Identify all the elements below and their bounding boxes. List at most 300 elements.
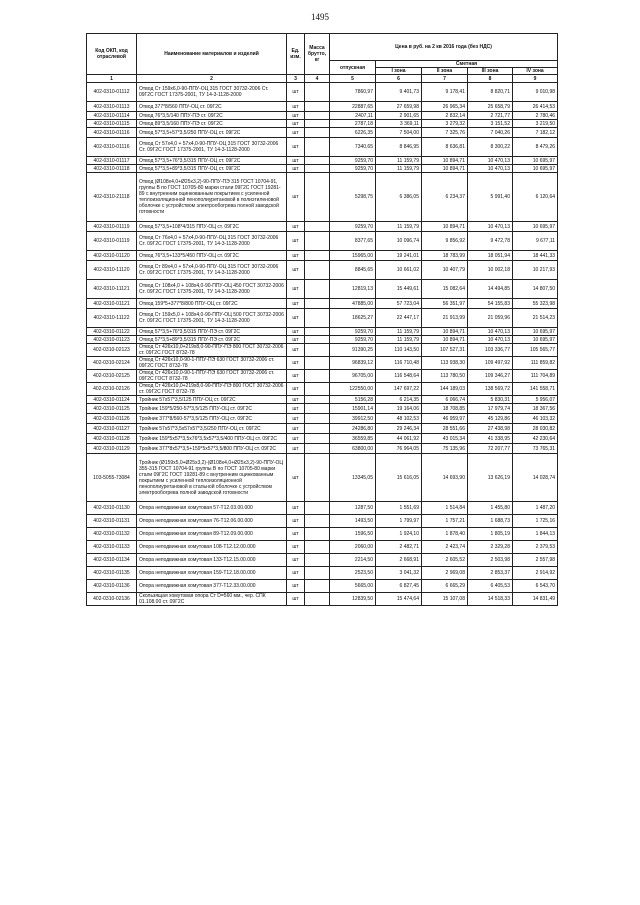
- cell-zone4-price: 73 765,31: [513, 444, 558, 454]
- cell-unit: шт: [287, 424, 305, 434]
- cell-zone4-price: 6 543,70: [513, 580, 558, 593]
- cell-zone3-price: 10 002,18: [468, 261, 513, 280]
- cell-zone3-price: 2 853,37: [468, 567, 513, 580]
- cell-unit: шт: [287, 112, 305, 120]
- cell-zone1-price: 1 551,69: [376, 502, 422, 515]
- cell-mass: [305, 173, 330, 222]
- cell-code: 402-0310-02123: [87, 344, 137, 357]
- cell-name: Отвод Ст 426х10,0-90-1-ППУ-ПЭ 630 ГОСТ 30732-2006 ст. 09Г2С ГОСТ 8732-78: [137, 357, 287, 370]
- cell-code: 402-0310-11120: [87, 261, 137, 280]
- cell-zone4-price: 5 956,07: [513, 396, 558, 404]
- cell-code: 402-0310-01126: [87, 414, 137, 424]
- cell-code: 402-0310-01129: [87, 444, 137, 454]
- cell-release-price: 2407,11: [330, 112, 376, 120]
- cell-zone1-price: 15 616,05: [376, 454, 422, 502]
- cell-unit: шт: [287, 336, 305, 344]
- cell-zone1-price: 3 041,32: [376, 567, 422, 580]
- cell-zone1-price: 29 246,34: [376, 424, 422, 434]
- cell-mass: [305, 328, 330, 336]
- cell-name: Опора неподвижная хомутовая 57-Т12.03.00.000: [137, 502, 287, 515]
- cell-name: Отвод 76*3,5/140 ППУ-ПЭ ст. 09Г2С: [137, 112, 287, 120]
- table-row: [87, 261, 558, 280]
- table-row: [87, 593, 558, 606]
- cell-release-price: 9259,70: [330, 222, 376, 232]
- cell-release-price: 5298,75: [330, 173, 376, 222]
- table-row: [87, 554, 558, 567]
- table-row: [87, 344, 558, 357]
- cell-mass: [305, 128, 330, 138]
- cell-mass: [305, 404, 330, 414]
- cell-zone3-price: 2 503,98: [468, 554, 513, 567]
- cell-mass: [305, 370, 330, 383]
- table-row: [87, 222, 558, 232]
- cell-zone3-price: 1 688,73: [468, 515, 513, 528]
- cell-zone3-price: 2 329,28: [468, 541, 513, 554]
- cell-zone1-price: 44 061,92: [376, 434, 422, 444]
- cell-zone3-price: 10 470,13: [468, 165, 513, 173]
- cell-name: Тройник 57х57*3,5/125 ППУ-ОЦ ст. 09Г2С: [137, 396, 287, 404]
- cell-name: Тройник 159*5х57*3,5х76*3,5х57*3,5/400 ППУ-ОЦ ст. 09Г2С: [137, 434, 287, 444]
- cell-release-price: 18625,27: [330, 309, 376, 328]
- cell-name: Скользящая хомутовая опора Ст D=560 мм., чер. СПК 01.108.00 ст. 09Г2С: [137, 593, 287, 606]
- cell-name: Опора неподвижная хомутовая 76-Т12.06.00.000: [137, 515, 287, 528]
- cell-zone2-price: 15 082,64: [422, 280, 468, 299]
- cell-code: 402-0310-01122: [87, 328, 137, 336]
- cell-name: Отвод Ст 159х6,0-90-ППУ-ОЦ 315 ГОСТ 30732-2006 Ст. 09Г2С ГОСТ 17375-2001, ТУ 14-3-1128-2000: [137, 83, 287, 102]
- cell-zone1-price: 8 846,95: [376, 138, 422, 157]
- cell-zone4-price: 7 182,12: [513, 128, 558, 138]
- cell-zone1-price: 3 369,11: [376, 120, 422, 128]
- cell-zone1-price: 11 159,79: [376, 336, 422, 344]
- cell-zone3-price: 54 155,83: [468, 299, 513, 309]
- cell-zone4-price: 46 103,32: [513, 414, 558, 424]
- cell-zone1-price: 15 474,64: [376, 593, 422, 606]
- cell-release-price: 1493,50: [330, 515, 376, 528]
- column-number: 9: [513, 75, 558, 83]
- cell-zone3-price: 14 494,85: [468, 280, 513, 299]
- cell-code: 402-0310-02136: [87, 593, 137, 606]
- cell-zone2-price: 6 234,37: [422, 173, 468, 222]
- cell-zone2-price: 2 832,14: [422, 112, 468, 120]
- cell-unit: шт: [287, 165, 305, 173]
- cell-name: Опора неподвижная хомутовая 159-Т12.18.00.000: [137, 567, 287, 580]
- cell-name: Отвод Ст 426х10,0-90-1-ППУ-ПЭ 630 ГОСТ 30732-2006 ст. 09Г2С ГОСТ 8732-78: [137, 370, 287, 383]
- cell-mass: [305, 554, 330, 567]
- cell-zone3-price: 72 207,77: [468, 444, 513, 454]
- cell-mass: [305, 567, 330, 580]
- cell-zone3-price: 10 470,13: [468, 157, 513, 165]
- table-row: [87, 424, 558, 434]
- cell-mass: [305, 454, 330, 502]
- cell-zone1-price: 11 159,79: [376, 222, 422, 232]
- cell-release-price: 24286,80: [330, 424, 376, 434]
- cell-zone1-price: 2 482,71: [376, 541, 422, 554]
- cell-zone2-price: 7 325,76: [422, 128, 468, 138]
- table-row: [87, 328, 558, 336]
- cell-name: Отвод Ст 426х10,0+219х8,0-90-ППУ-ПЭ 800 ГОСТ 30732-2006 ст. 09Г2С ГОСТ 8732-78: [137, 383, 287, 396]
- cell-zone4-price: 55 323,98: [513, 299, 558, 309]
- cell-zone2-price: 1 757,21: [422, 515, 468, 528]
- cell-zone1-price: 9 401,73: [376, 83, 422, 102]
- cell-unit: шт: [287, 528, 305, 541]
- cell-zone4-price: 9 010,98: [513, 83, 558, 102]
- cell-unit: шт: [287, 444, 305, 454]
- cell-release-price: 12839,50: [330, 593, 376, 606]
- cell-code: 402-0310-01127: [87, 424, 137, 434]
- table-row: [87, 83, 558, 102]
- table-row: [87, 396, 558, 404]
- cell-mass: [305, 280, 330, 299]
- cell-zone3-price: 6 405,53: [468, 580, 513, 593]
- cell-zone4-price: 26 414,53: [513, 102, 558, 112]
- column-number: 7: [422, 75, 468, 83]
- header-zone1: I зона: [376, 68, 422, 75]
- cell-zone4-price: 18 441,33: [513, 251, 558, 261]
- cell-unit: шт: [287, 222, 305, 232]
- cell-name: Тройник 377*8/560-57*3,5/125 ППУ-ОЦ ст. 09Г2С: [137, 414, 287, 424]
- cell-zone4-price: 2 780,46: [513, 112, 558, 120]
- cell-unit: шт: [287, 251, 305, 261]
- cell-zone3-price: 10 470,13: [468, 222, 513, 232]
- cell-release-price: 7860,97: [330, 83, 376, 102]
- cell-mass: [305, 232, 330, 251]
- cell-zone3-price: 45 129,86: [468, 414, 513, 424]
- cell-unit: шт: [287, 593, 305, 606]
- cell-unit: шт: [287, 261, 305, 280]
- cell-release-price: 36559,85: [330, 434, 376, 444]
- cell-zone2-price: 10 894,71: [422, 328, 468, 336]
- cell-zone2-price: 75 135,96: [422, 444, 468, 454]
- cell-zone4-price: 105 565,77: [513, 344, 558, 357]
- cell-release-price: 9259,70: [330, 328, 376, 336]
- cell-zone4-price: 28 030,82: [513, 424, 558, 434]
- cell-release-price: 13345,05: [330, 454, 376, 502]
- cell-release-price: 96839,12: [330, 357, 376, 370]
- cell-unit: шт: [287, 454, 305, 502]
- cell-zone3-price: 41 338,95: [468, 434, 513, 444]
- cell-unit: шт: [287, 370, 305, 383]
- table-row: [87, 120, 558, 128]
- cell-zone1-price: 22 447,17: [376, 309, 422, 328]
- cell-zone1-price: 11 159,79: [376, 328, 422, 336]
- cell-zone2-price: 1 878,40: [422, 528, 468, 541]
- cell-unit: шт: [287, 554, 305, 567]
- cell-unit: шт: [287, 541, 305, 554]
- cell-zone4-price: 14 807,50: [513, 280, 558, 299]
- cell-mass: [305, 251, 330, 261]
- cell-zone4-price: 6 120,64: [513, 173, 558, 222]
- cell-code: 402-0310-02125: [87, 370, 137, 383]
- cell-code: 402-0310-02124: [87, 357, 137, 370]
- cell-zone4-price: 10 695,97: [513, 157, 558, 165]
- cell-release-price: 2523,50: [330, 567, 376, 580]
- column-number: 6: [376, 75, 422, 83]
- cell-zone3-price: 109 346,27: [468, 370, 513, 383]
- cell-zone4-price: 2 914,92: [513, 567, 558, 580]
- cell-zone2-price: 56 351,97: [422, 299, 468, 309]
- cell-unit: шт: [287, 567, 305, 580]
- cell-zone4-price: 10 695,97: [513, 165, 558, 173]
- cell-mass: [305, 157, 330, 165]
- cell-unit: шт: [287, 357, 305, 370]
- cell-unit: шт: [287, 502, 305, 515]
- cell-code: 402-0310-01121: [87, 299, 137, 309]
- cell-code: 402-0310-11121: [87, 280, 137, 299]
- cell-zone2-price: 113 938,30: [422, 357, 468, 370]
- column-numbers-row: [87, 75, 558, 83]
- cell-zone2-price: 26 965,34: [422, 102, 468, 112]
- cell-mass: [305, 515, 330, 528]
- cell-mass: [305, 309, 330, 328]
- cell-mass: [305, 502, 330, 515]
- table-row: [87, 434, 558, 444]
- cell-mass: [305, 424, 330, 434]
- cell-mass: [305, 261, 330, 280]
- table-row: [87, 515, 558, 528]
- cell-zone2-price: 8 636,81: [422, 138, 468, 157]
- cell-code: 402-0310-01120: [87, 251, 137, 261]
- cell-zone3-price: 3 151,52: [468, 120, 513, 128]
- cell-release-price: 15965,00: [330, 251, 376, 261]
- cell-mass: [305, 138, 330, 157]
- cell-code: 402-0310-01114: [87, 112, 137, 120]
- cell-zone2-price: 15 107,08: [422, 593, 468, 606]
- cell-zone4-price: 10 217,93: [513, 261, 558, 280]
- column-number: 4: [305, 75, 330, 83]
- cell-code: 402-0310-01115: [87, 120, 137, 128]
- cell-zone3-price: 8 300,22: [468, 138, 513, 157]
- cell-mass: [305, 344, 330, 357]
- cell-zone3-price: 13 626,19: [468, 454, 513, 502]
- cell-unit: шт: [287, 383, 305, 396]
- cell-mass: [305, 165, 330, 173]
- cell-zone3-price: 138 569,72: [468, 383, 513, 396]
- table-row: [87, 502, 558, 515]
- cell-mass: [305, 434, 330, 444]
- cell-zone2-price: 10 894,71: [422, 336, 468, 344]
- header-zone3: III зона: [468, 68, 513, 75]
- cell-unit: шт: [287, 173, 305, 222]
- header-mass: Масса брутто, кг: [305, 34, 330, 75]
- cell-zone4-price: 42 230,64: [513, 434, 558, 444]
- cell-zone2-price: 1 514,84: [422, 502, 468, 515]
- table-row: [87, 165, 558, 173]
- table-row: [87, 112, 558, 120]
- cell-name: Отвод 57*3,5+57*3,5/250 ППУ-ОЦ ст. 09Г2С: [137, 128, 287, 138]
- cell-unit: шт: [287, 434, 305, 444]
- cell-zone2-price: 3 279,32: [422, 120, 468, 128]
- cell-mass: [305, 112, 330, 120]
- cell-zone1-price: 19 164,06: [376, 404, 422, 414]
- cell-zone2-price: 107 527,31: [422, 344, 468, 357]
- cell-name: Отвод Ст 57х4,0 + 57х4,0-90-ППУ-ОЦ 315 ГОСТ 30732-2006 Ст. 09Г2С ГОСТ 17375-2001, ТУ 14-3-1128-2000: [137, 138, 287, 157]
- cell-mass: [305, 580, 330, 593]
- header-name: Наименование материалов и изделий: [137, 34, 287, 75]
- cell-zone2-price: 113 780,50: [422, 370, 468, 383]
- cell-release-price: 47885,00: [330, 299, 376, 309]
- cell-unit: шт: [287, 102, 305, 112]
- cell-unit: шт: [287, 414, 305, 424]
- cell-name: Отвод 57*3,5+76*3,5/315 ППУ-ПЭ ст. 09Г2С: [137, 328, 287, 336]
- cell-zone3-price: 7 040,26: [468, 128, 513, 138]
- cell-name: Отвод (Ø108х4,0+Ø25х3,2)-90-ППУ-ПЭ 315 ГОСТ 10704-91, группы В по ГОСТ 10705-80 марки стали 09Г2С ГОСТ 19281-89 с внутренним оцинкованным покрытием с усиленной теплоизоляционной пенополиуретановой в полиэтиленовой оболочке с устройством электрообогрева полной заводской готовности: [137, 173, 287, 222]
- cell-zone1-price: 2 901,65: [376, 112, 422, 120]
- cell-name: Отвод 377*8/560 ППУ-ОЦ ст. 09Г2С: [137, 102, 287, 112]
- cell-zone4-price: 111 859,82: [513, 357, 558, 370]
- cell-code: 402-0310-01117: [87, 157, 137, 165]
- cell-zone3-price: 2 721,77: [468, 112, 513, 120]
- cell-zone2-price: 10 407,79: [422, 261, 468, 280]
- cell-name: Отвод 57*3,5+89*3,5/315 ППУ-ОЦ ст. 09Г2С: [137, 165, 287, 173]
- cell-zone2-price: 9 856,92: [422, 232, 468, 251]
- cell-zone3-price: 10 470,13: [468, 328, 513, 336]
- cell-code: 402-0310-01132: [87, 528, 137, 541]
- cell-zone1-price: 27 659,98: [376, 102, 422, 112]
- cell-code: 103-5055-73084: [87, 454, 137, 502]
- cell-name: Отвод Ст 89х4,0 + 57х4,0-90-ППУ-ОЦ 315 ГОСТ 30732-2006 Ст. 09Г2С ГОСТ 17375-2001, ТУ 14-3-1128-2000: [137, 261, 287, 280]
- cell-release-price: 9259,70: [330, 336, 376, 344]
- cell-zone3-price: 27 438,98: [468, 424, 513, 434]
- cell-unit: шт: [287, 344, 305, 357]
- cell-mass: [305, 593, 330, 606]
- cell-mass: [305, 357, 330, 370]
- cell-zone4-price: 18 367,56: [513, 404, 558, 414]
- cell-name: Опора неподвижная хомутовая 377-Т12.33.00.000: [137, 580, 287, 593]
- cell-unit: шт: [287, 120, 305, 128]
- cell-unit: шт: [287, 157, 305, 165]
- cell-zone4-price: 10 695,97: [513, 336, 558, 344]
- page-number: 1495: [311, 12, 329, 22]
- cell-name: Отвод Ст 76х4,0 + 57х4,0-90-ППУ-ОЦ 315 ГОСТ 30732-2006 Ст. 09Г2С ГОСТ 17375-2001, ТУ 14-3-1128-2000: [137, 232, 287, 251]
- cell-zone1-price: 57 723,04: [376, 299, 422, 309]
- cell-zone4-price: 10 695,97: [513, 328, 558, 336]
- cell-zone2-price: 10 894,71: [422, 157, 468, 165]
- cell-name: Опора неподвижная хомутовая 108-Т12.12.00.000: [137, 541, 287, 554]
- cell-zone3-price: 17 979,74: [468, 404, 513, 414]
- price-table: [86, 33, 558, 606]
- cell-name: Тройник 159*5/250-57*3,5/125 ППУ-ОЦ ст. 09Г2С: [137, 404, 287, 414]
- cell-unit: шт: [287, 83, 305, 102]
- cell-zone2-price: 14 693,90: [422, 454, 468, 502]
- table-row: [87, 128, 558, 138]
- cell-mass: [305, 396, 330, 404]
- cell-mass: [305, 414, 330, 424]
- cell-name: Отвод Ст 426х10,0+219х8,0-90-ППУ-ПЭ 800 ГОСТ 30732-2006 ст. 09Г2С ГОСТ 8732-78: [137, 344, 287, 357]
- column-number: 1: [87, 75, 137, 83]
- header-release: отпускная: [330, 61, 376, 75]
- cell-release-price: 8377,65: [330, 232, 376, 251]
- cell-code: 402-0310-01131: [87, 515, 137, 528]
- cell-zone4-price: 21 514,23: [513, 309, 558, 328]
- cell-release-price: 1287,50: [330, 502, 376, 515]
- cell-release-price: 15901,14: [330, 404, 376, 414]
- table-row: [87, 414, 558, 424]
- cell-zone4-price: 9 677,11: [513, 232, 558, 251]
- cell-zone1-price: 7 504,00: [376, 128, 422, 138]
- header-estimate: Сметная: [376, 61, 558, 68]
- table-row: [87, 173, 558, 222]
- cell-name: Отвод 57*3,5+76*3,5/315 ППУ-ОЦ ст. 09Г2С: [137, 157, 287, 165]
- cell-mass: [305, 222, 330, 232]
- cell-release-price: 5156,28: [330, 396, 376, 404]
- cell-name: Тройник 57х57*3,5х57х57*3,5/250 ППУ-ОЦ ст. 09Г2С: [137, 424, 287, 434]
- cell-zone2-price: 10 894,71: [422, 222, 468, 232]
- header-price-group: Цена в руб. на 2 кв 2016 года (без НДС): [330, 34, 558, 61]
- cell-release-price: 22887,65: [330, 102, 376, 112]
- table-row: [87, 567, 558, 580]
- table-row: [87, 454, 558, 502]
- table-row: [87, 370, 558, 383]
- table-row: [87, 404, 558, 414]
- cell-release-price: 12819,13: [330, 280, 376, 299]
- cell-name: Тройник (Ø159х5,0+Ø25х3,2)-(Ø108х4,0+Ø25х3,2)-90-ППУ-ОЦ 355-315 ГОСТ 10704-91 группы В по ГОСТ 10705-80 марки стали 09Г2С ГОСТ 19281-89 с внутренним оцинкованным покрытием с усиленной теплоизоляционной пенополиуретановой в стальной оболочке с устройством электрообогрева полной заводской готовности: [137, 454, 287, 502]
- cell-unit: шт: [287, 128, 305, 138]
- cell-mass: [305, 83, 330, 102]
- cell-zone4-price: 141 558,71: [513, 383, 558, 396]
- cell-zone4-price: 1 844,13: [513, 528, 558, 541]
- table-row: [87, 383, 558, 396]
- cell-zone3-price: 8 820,71: [468, 83, 513, 102]
- table-row: [87, 309, 558, 328]
- cell-unit: шт: [287, 299, 305, 309]
- cell-code: 402-0310-01136: [87, 580, 137, 593]
- cell-code: 402-0310-01135: [87, 567, 137, 580]
- cell-zone1-price: 19 241,01: [376, 251, 422, 261]
- cell-zone4-price: 1 725,16: [513, 515, 558, 528]
- cell-name: Отвод 76*3,5+133*5/450 ППУ-ОЦ ст. 09Г2С: [137, 251, 287, 261]
- cell-code: 402-0310-01116: [87, 128, 137, 138]
- cell-code: 402-0310-11122: [87, 309, 137, 328]
- cell-zone3-price: 10 470,13: [468, 336, 513, 344]
- cell-zone2-price: 28 551,66: [422, 424, 468, 434]
- cell-zone2-price: 2 423,74: [422, 541, 468, 554]
- cell-mass: [305, 299, 330, 309]
- cell-zone4-price: 10 695,97: [513, 222, 558, 232]
- table-row: [87, 336, 558, 344]
- cell-zone2-price: 6 665,29: [422, 580, 468, 593]
- table-row: [87, 232, 558, 251]
- cell-zone1-price: 6 214,35: [376, 396, 422, 404]
- table-row: [87, 299, 558, 309]
- cell-zone3-price: 109 497,92: [468, 357, 513, 370]
- cell-name: Опора неподвижная хомутовая 133-Т12.15.00.000: [137, 554, 287, 567]
- cell-zone2-price: 10 894,71: [422, 165, 468, 173]
- cell-release-price: 2060,00: [330, 541, 376, 554]
- table-row: [87, 102, 558, 112]
- cell-code: 402-0310-01119: [87, 222, 137, 232]
- cell-code: 402-0310-01125: [87, 404, 137, 414]
- cell-zone2-price: 2 605,52: [422, 554, 468, 567]
- cell-name: Отвод 57*3,5+108*4/315 ППУ-ОЦ ст. 09Г2С: [137, 222, 287, 232]
- cell-zone3-price: 5 830,31: [468, 396, 513, 404]
- cell-zone2-price: 9 178,41: [422, 83, 468, 102]
- table-row: [87, 280, 558, 299]
- table-body: [87, 83, 558, 606]
- table-row: [87, 580, 558, 593]
- cell-unit: шт: [287, 232, 305, 251]
- cell-release-price: 63800,00: [330, 444, 376, 454]
- cell-release-price: 1596,50: [330, 528, 376, 541]
- cell-zone4-price: 111 704,89: [513, 370, 558, 383]
- cell-code: 402-0310-01124: [87, 396, 137, 404]
- header-code: Код ОКП, код отраслевой: [87, 34, 137, 75]
- table-row: [87, 444, 558, 454]
- cell-release-price: 122550,00: [330, 383, 376, 396]
- cell-zone1-price: 10 096,74: [376, 232, 422, 251]
- cell-zone3-price: 103 336,77: [468, 344, 513, 357]
- cell-unit: шт: [287, 515, 305, 528]
- cell-zone2-price: 6 066,74: [422, 396, 468, 404]
